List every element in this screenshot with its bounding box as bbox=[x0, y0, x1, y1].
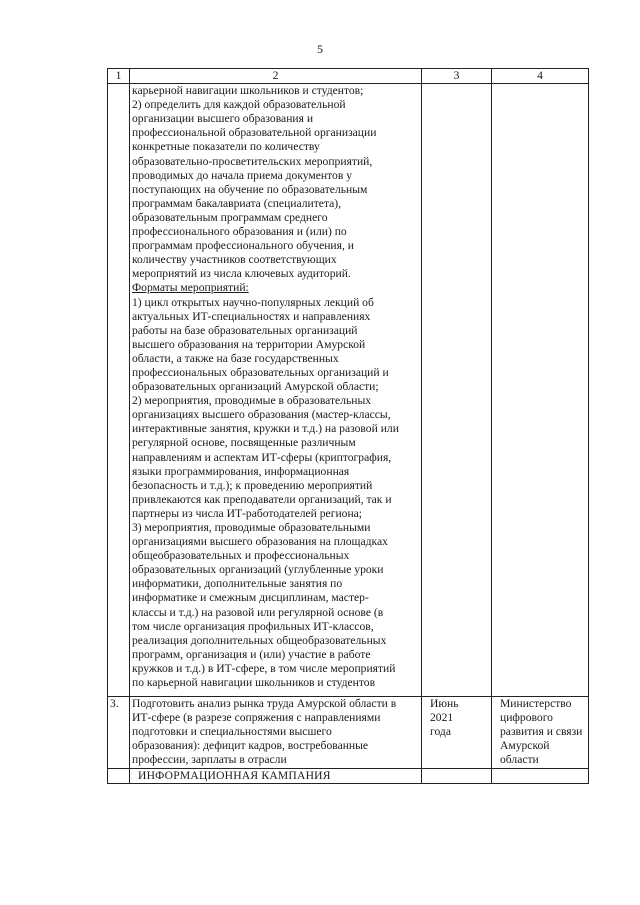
cell-responsible bbox=[492, 697, 589, 768]
text-line: образовательным программам среднего bbox=[132, 210, 328, 224]
table-header-row bbox=[108, 69, 589, 84]
cell-section-empty bbox=[492, 768, 589, 783]
column-header-1: 1 bbox=[108, 69, 130, 84]
text-line: организации высшего образования и bbox=[132, 112, 314, 126]
text-line: мероприятий из числа ключевых аудиторий. bbox=[132, 267, 351, 281]
text-line: развития и связи bbox=[500, 725, 583, 739]
cell-section-empty bbox=[422, 768, 492, 783]
text-line: организациях высшего образования (мастер-классы, bbox=[132, 408, 391, 422]
text-line: 2) определить для каждой образовательной bbox=[132, 98, 346, 112]
text-line: Июнь bbox=[430, 697, 459, 711]
text-line: по карьерной навигации школьников и студентов bbox=[132, 676, 376, 690]
text-line: профессиональных образовательных организаций и bbox=[132, 365, 389, 379]
text-line: 1) цикл открытых научно-популярных лекций об bbox=[132, 295, 374, 309]
table-row-continuation bbox=[108, 84, 589, 697]
table-row-section bbox=[108, 768, 589, 783]
text-line: направлениям и аспектам ИТ-сферы (криптография, bbox=[132, 450, 392, 464]
text-line: кружков и т.д.) в ИТ-сфере, в том числе мероприятий bbox=[132, 661, 396, 675]
row-number: 3. bbox=[108, 697, 130, 768]
text-line: 2) мероприятия, проводимые в образовательных bbox=[132, 394, 372, 408]
text-line: количеству участников соответствующих bbox=[132, 253, 337, 267]
cell-section-empty bbox=[108, 768, 130, 783]
text-line: цифрового bbox=[500, 711, 553, 725]
text-line: языки программирования, информационная bbox=[132, 464, 350, 478]
text-line: безопасность и т.д.); к проведению мероприятий bbox=[132, 478, 373, 492]
text-line: регулярной основе, посвященные различным bbox=[132, 436, 356, 450]
text-line: Министерство bbox=[500, 697, 572, 711]
text-line: высшего образования на территории Амурской bbox=[132, 337, 366, 351]
text-line: программам бакалавриата (специалитета), bbox=[132, 196, 342, 210]
text-line: профессионального образования и (или) по bbox=[132, 225, 347, 239]
text-line: ИТ-сфере (в разрезе сопряжения с направлениями bbox=[132, 711, 381, 725]
text-line: организациями высшего образования на площадках bbox=[132, 535, 388, 549]
text-line: образовательных организаций (углубленные уроки bbox=[132, 563, 384, 577]
text-line: образовательных организаций Амурской области; bbox=[132, 380, 379, 394]
text-line: 2021 bbox=[430, 711, 454, 725]
text-line: карьерной навигации школьников и студентов; bbox=[132, 84, 364, 98]
text-line: профессии, зарплаты в отрасли bbox=[132, 753, 287, 767]
page-number: 5 bbox=[317, 42, 323, 56]
cell-number-empty bbox=[108, 84, 130, 697]
text-line: интерактивные занятия, кружки и т.д.) на разовой или bbox=[132, 422, 399, 436]
text-line: общеобразовательных и профессиональных bbox=[132, 549, 350, 563]
text-line: информатики, дополнительные занятия по bbox=[132, 577, 343, 591]
text-line: проводимых до начала приема документов у bbox=[132, 168, 352, 182]
text-line: привлекаются как преподаватели организаций, так и bbox=[132, 492, 392, 506]
section-heading: ИНФОРМАЦИОННАЯ КАМПАНИЯ bbox=[130, 768, 422, 783]
text-line: области, а также на базе государственных bbox=[132, 351, 339, 365]
text-line: подготовки и специальностями высшего bbox=[132, 725, 332, 739]
formats-subheading: Форматы мероприятий: bbox=[132, 281, 249, 295]
cell-deadline-empty bbox=[422, 84, 492, 697]
text-line: образовательно-просветительских мероприятий, bbox=[132, 154, 373, 168]
column-header-2: 2 bbox=[130, 69, 422, 84]
text-line: конкретные показатели по количеству bbox=[132, 140, 320, 154]
cell-task bbox=[130, 697, 422, 768]
text-line: образования): дефицит кадров, востребованные bbox=[132, 739, 369, 753]
text-line: области bbox=[500, 753, 539, 767]
text-line: программ, организация и (или) участие в работе bbox=[132, 647, 371, 661]
text-line: Подготовить анализ рынка труда Амурской области в bbox=[132, 697, 397, 711]
text-line: информатике и смежным дисциплинам, мастер- bbox=[132, 591, 369, 605]
text-line: классы и т.д.) на разовой или регулярной основе (в bbox=[132, 605, 384, 619]
text-line: профессиональной образовательной организации bbox=[132, 126, 377, 140]
text-line: актуальных ИТ-специальностях и направлениях bbox=[132, 309, 371, 323]
column-header-3: 3 bbox=[422, 69, 492, 84]
cell-responsible-empty bbox=[492, 84, 589, 697]
plan-table bbox=[107, 68, 589, 784]
text-line: том числе организация профильных ИТ-классов, bbox=[132, 619, 374, 633]
text-line: поступающих на обучение по образовательным bbox=[132, 182, 368, 196]
column-header-4: 4 bbox=[492, 69, 589, 84]
text-line: Амурской bbox=[500, 739, 550, 753]
cell-deadline bbox=[422, 697, 492, 768]
text-line: года bbox=[430, 725, 451, 739]
text-line: программам профессионального обучения, и bbox=[132, 239, 354, 253]
text-line: реализация дополнительных общеобразовательных bbox=[132, 633, 387, 647]
cell-task-continuation bbox=[130, 84, 422, 697]
text-line: партнеры из числа ИТ-работодателей региона; bbox=[132, 506, 363, 520]
text-line: 3) мероприятия, проводимые образовательными bbox=[132, 521, 371, 534]
table-row-3 bbox=[108, 697, 589, 768]
text-line: работы на базе образовательных организаций bbox=[132, 323, 358, 337]
